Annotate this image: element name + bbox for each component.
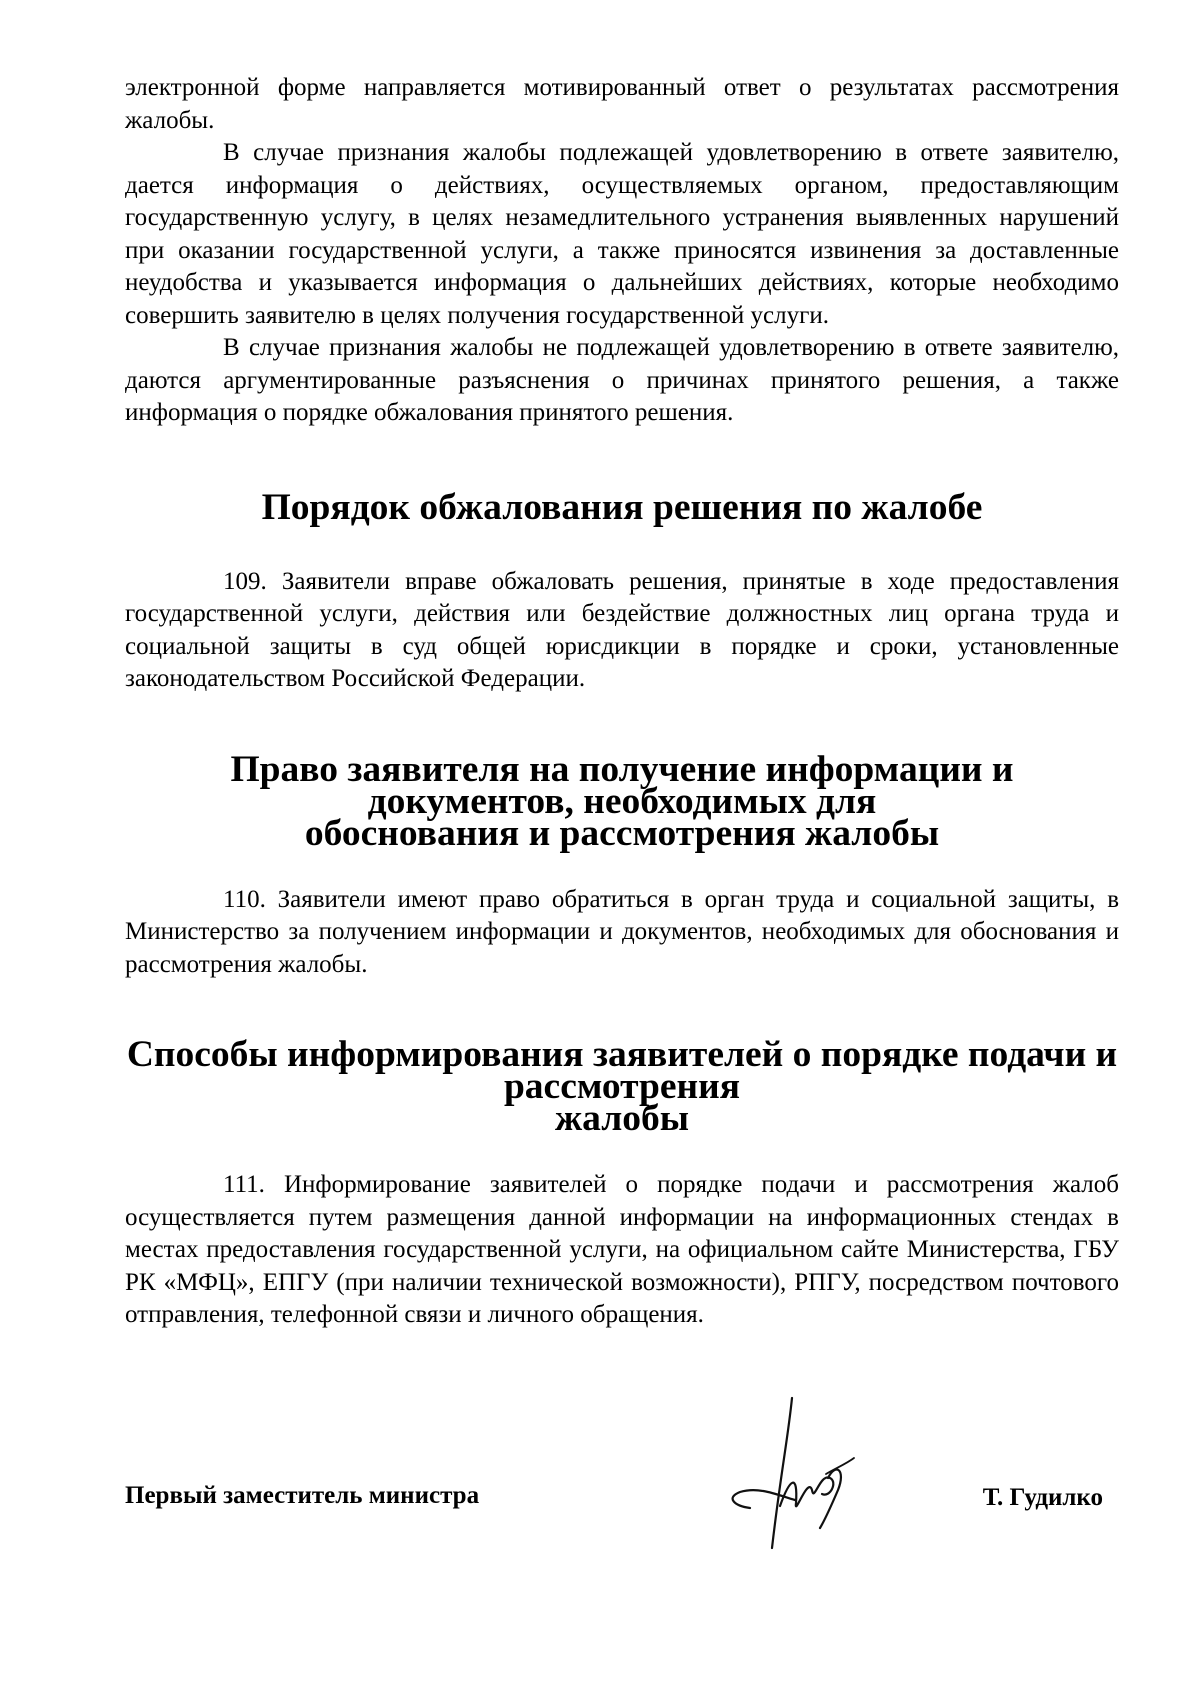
signatory-name: Т. Гудилко	[982, 1484, 1103, 1511]
paragraph-complaint-rejected: В случае признания жалобы не подлежащей удовлетворению в ответе заявителю, даются аргументированные разъяснения о причинах принятого решения, а также информация о порядке обжалования принятого решения.	[125, 334, 1119, 426]
paragraph-continuation: электронной форме направляется мотивированный ответ о результатах рассмотрения жалобы.	[125, 74, 1119, 134]
heading-line-2: обоснования и рассмотрения жалобы	[304, 812, 940, 854]
section-heading-informing-methods	[125, 1034, 1119, 1139]
paragraph-111: 111. Информирование заявителей о порядке подачи и рассмотрения жалоб осуществляется путем размещения данной информации на информационных стендах в местах предоставления государственной услуги, на официальном сайте Министерства, ГБУ РК «МФЦ», ЕПГУ (при наличии технической возможности), РПГУ, посредством почтового отправления, телефонной связи и личного обращения.	[125, 1171, 1119, 1328]
heading-line-2: жалобы	[554, 1098, 690, 1139]
heading-line-1: Способы информирования заявителей о порядке подачи и рассмотрения	[126, 1034, 1118, 1107]
paragraph-109: 109. Заявители вправе обжаловать решения, принятые в ходе предоставления государственной услуги, действия или бездействие должностных лиц органа труда и социальной защиты в суд общей юрисдикции в порядке и сроки, установленные законодательством Российской Федерации.	[125, 567, 1119, 692]
heading-line-1: Право заявителя на получение информации и документов, необходимых для	[230, 748, 1014, 822]
handwritten-signature	[680, 1378, 880, 1558]
signature-block	[125, 1440, 1119, 1580]
signatory-position: Первый заместитель министра	[125, 1482, 480, 1509]
section-heading-appeal: Порядок обжалования решения по жалобе	[261, 486, 983, 528]
paragraph-complaint-satisfied: В случае признания жалобы подлежащей удовлетворению в ответе заявителю, дается информация о действиях, осуществляемых органом, предоставляющим государственную услугу, в целях незамедлительного устранения выявленных нарушений при оказании государственной услуги, а также приносятся извинения за доставленные неудобства и указывается информация о дальнейших действиях, которые необходимо совершить заявителю в целях получения государственной услуги.	[125, 139, 1119, 329]
section-heading-right-to-information	[125, 748, 1119, 854]
paragraph-110: 110. Заявители имеют право обратиться в орган труда и социальной защиты, в Министерство за получением информации и документов, необходимых для обоснования и рассмотрения жалобы.	[125, 885, 1119, 978]
document-page	[125, 72, 1119, 1332]
